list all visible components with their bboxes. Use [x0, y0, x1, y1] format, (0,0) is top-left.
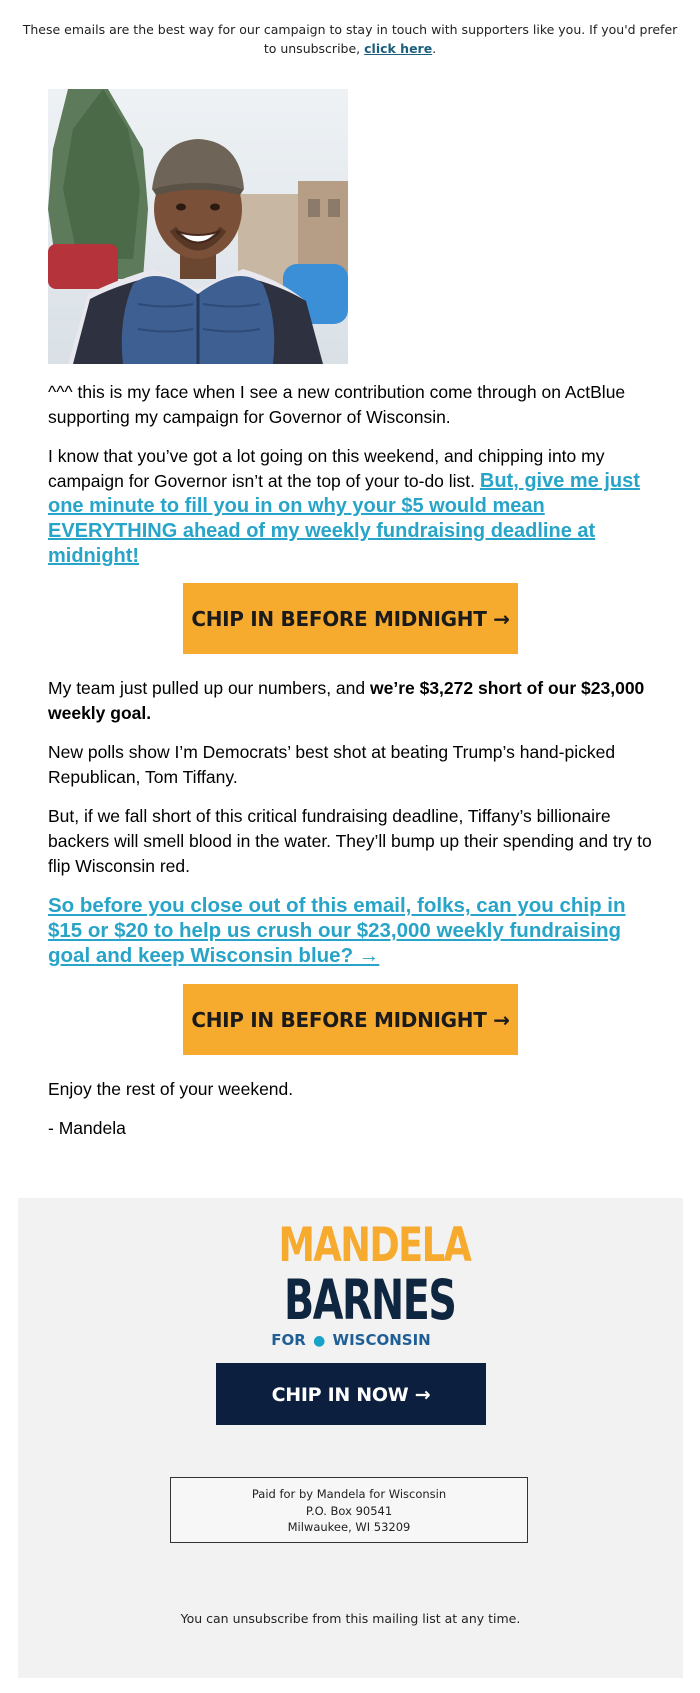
numbers-bold: we’re $3,272 short of our $23,000 weekly goal.	[48, 678, 645, 723]
chip-in-before-midnight-button-2[interactable]: CHIP IN BEFORE MIDNIGHT →	[183, 984, 518, 1055]
paid-for-box	[170, 1477, 528, 1543]
candidate-photo-illustration	[48, 89, 348, 364]
numbers-paragraph	[48, 676, 652, 726]
wisconsin-state-icon: ●	[313, 1333, 326, 1349]
chip-in-link-block	[48, 893, 652, 968]
logo-wisconsin: WISCONSIN	[332, 1331, 431, 1349]
candidate-photo	[48, 89, 348, 364]
campaign-logo	[258, 1218, 471, 1351]
unsubscribe-link[interactable]: click here	[364, 41, 433, 56]
unsubscribe-note: You can unsubscribe from this mailing list at any time.	[180, 1611, 521, 1626]
po-box-line: P.O. Box 90541	[305, 1503, 393, 1518]
intro-paragraph: ^^^ this is my face when I see a new contribution come through on ActBlue supporting my campaign for Governor of Wisconsin.	[48, 382, 626, 427]
paid-for-line: Paid for by Mandela for Wisconsin	[251, 1487, 447, 1501]
logo-first-name: MANDELA	[278, 1218, 471, 1273]
weekend-paragraph	[48, 444, 652, 569]
chip-in-now-button[interactable]: CHIP IN NOW →	[216, 1363, 486, 1425]
logo-tagline	[258, 1330, 444, 1351]
email-body	[48, 380, 652, 1155]
one-minute-link[interactable]: But, give me just one minute to fill you in on why your $5 would mean EVERYTHING ahead of my weekly fundraising deadline at midnight!	[48, 470, 640, 567]
deadline-paragraph: But, if we fall short of this critical fundraising deadline, Tiffany’s billionaire backers will smell blood in the water. They’ll bump up their spending and try to flip Wisconsin red.	[48, 806, 652, 876]
preheader-period: .	[432, 41, 437, 56]
chip-in-before-midnight-button[interactable]: CHIP IN BEFORE MIDNIGHT →	[183, 583, 518, 654]
polls-paragraph: New polls show I’m Democrats’ best shot at beating Trump’s hand-picked Republican, Tom Tiffany.	[48, 742, 616, 787]
city-line: Milwaukee, WI 53209	[287, 1520, 411, 1534]
weekend-text: I know that you’ve got a lot going on this weekend, and chipping into my campaign for Governor isn’t at the top of your to-do list.	[48, 446, 605, 491]
logo-last-name: BARNES	[284, 1268, 456, 1332]
preheader	[20, 20, 680, 58]
closing-line: Enjoy the rest of your weekend.	[48, 1079, 294, 1099]
logo-for: FOR	[271, 1331, 306, 1349]
preheader-text: These emails are the best way for our campaign to stay in touch with supporters like you. If you'd prefer to unsubscribe,	[22, 22, 678, 56]
signature: - Mandela	[48, 1118, 126, 1138]
numbers-text: My team just pulled up our numbers, and	[48, 678, 370, 698]
footer	[18, 1198, 683, 1678]
chip-in-15-20-link[interactable]: So before you close out of this email, folks, can you chip in $15 or $20 to help us crush our $23,000 weekly fundraising goal and keep Wisconsin blue? →	[48, 894, 626, 967]
